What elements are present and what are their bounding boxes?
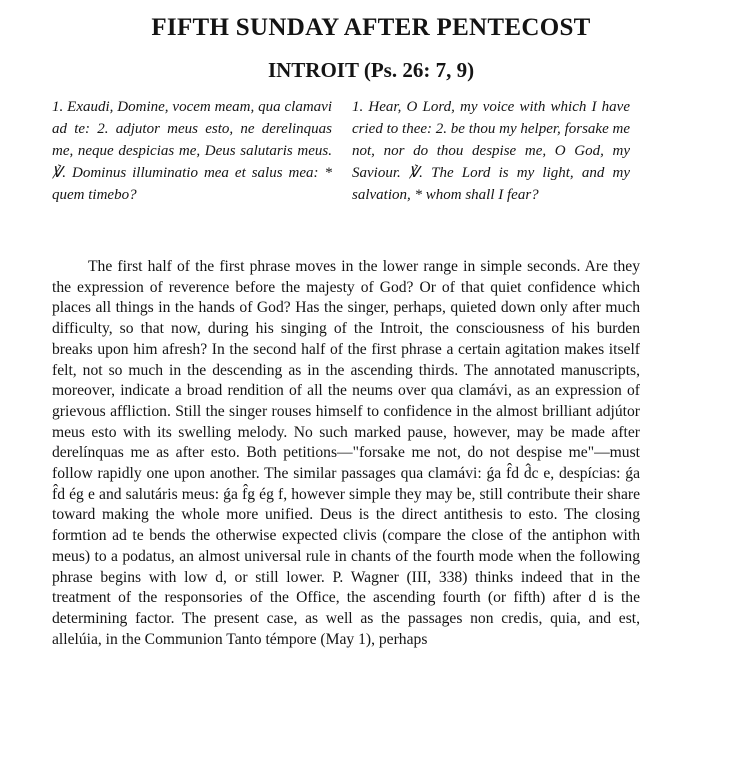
section-heading: INTROIT (Ps. 26: 7, 9) [267, 58, 475, 82]
commentary-paragraph: The first half of the first phrase moves in the lower range in simple seconds. Are they the expression of reverence before the majesty of God? Or of that quiet confidence which places all things in the hands of God? Has the singer, perhaps, quieted down only after much difficulty, so that now, during his singing of the Introit, the consciousness of his burden breaks upon him afresh? In the second half of the first phrase a certain agitation makes itself felt, not so much in the descending as in the ascending thirds. The annotated manuscripts, moreover, indicate a broad rendition of all the neums over qua clamávi, as an expression of grievous affliction. Still the singer rouses himself to confidence in the almost brilliant adjútor meus esto with its swelling melody. No such marked pause, however, may be made after derelínquas me as after esto. Both petitions—"forsake me not, do not despise me"—must follow rapidly one upon another. The similar passages qua clamávi: ǵa f̂d d̂c e, despícias: ǵa f̂d ég e and salutáris meus: ǵa f̂g ég f, however simple they may be, still contribute their share toward making the whole more unified. Deus is the direct antithesis to esto. The closing formtion ad te bends the otherwise expected clivis (compare the close of the antiphon with meus) to a podatus, an almost universal rule in chants of the fourth mode when the following phrase begins with low d, or still lower. P. Wagner (III, 338) thinks indeed that in the treatment of the responsories of the Office, the ascending fourth (or fifth) after d is the determining factor. The present case, as well as the passages non credis, quia, and est, allelúia, in the Communion Tanto témpore (May 1), perhaps [52, 258, 640, 648]
commentary-body [52, 257, 640, 650]
page-title: FIFTH SUNDAY AFTER PENTECOST [151, 14, 591, 41]
english-translation-column: 1. Hear, O Lord, my voice with which I have cried to thee: 2. be thou my helper, forsake me not, nor do thou despise me, O God, my Saviour. ℣. The Lord is my light, and my salvation, * whom shall I fear? [352, 99, 630, 203]
latin-text-column: 1. Exaudi, Domine, vocem meam, qua clamavi ad te: 2. adjutor meus esto, ne derelinquas me, neque despicias me, Deus salutaris meus. ℣. Dominus illuminatio mea et salus mea: * quem timebo? [52, 99, 332, 203]
